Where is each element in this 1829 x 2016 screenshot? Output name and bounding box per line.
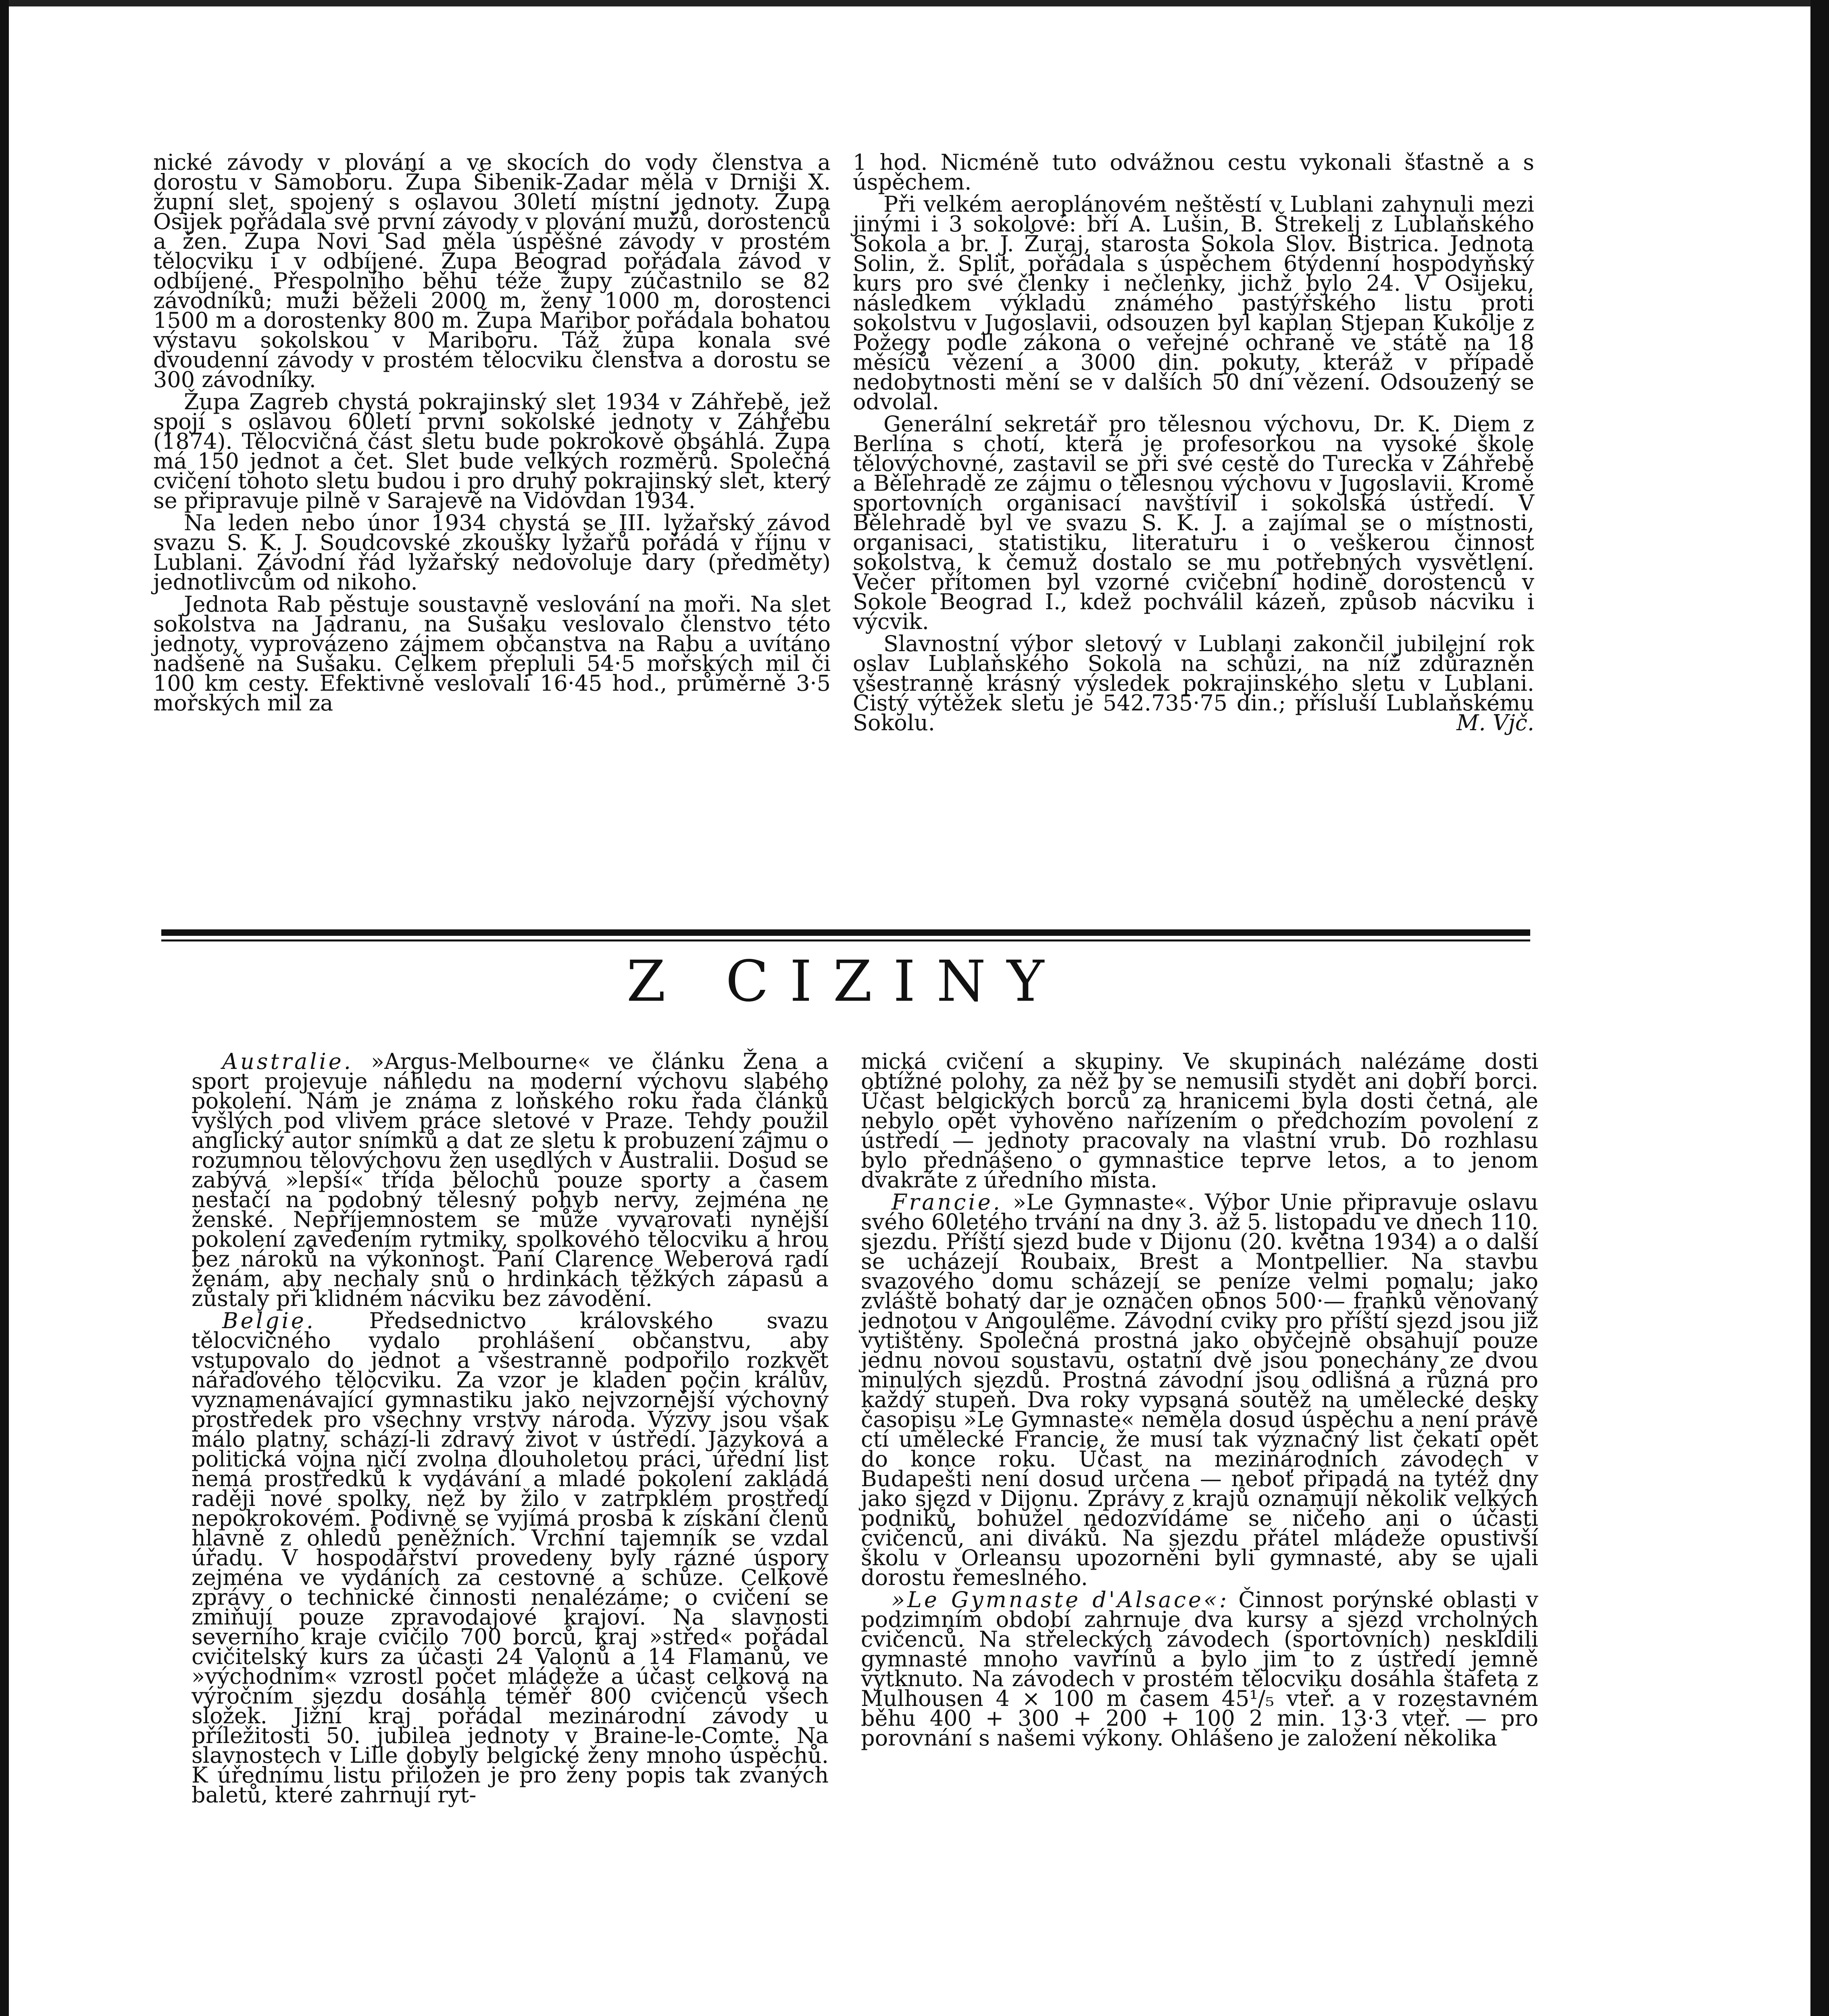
country-lead: Francie. [892, 1189, 1002, 1215]
section-title: Z CIZINY [626, 949, 1065, 1014]
paragraph: Generální sekretář pro tělesnou výchovu, Dr. K. Diem z Berlína s chotí, která je profesorkou na vysoké škole tělovýchovné, zastavil se při své cestě do Turecka v Záhřebě a Bělehradě ze zájmu o tělesnou výchovu v Jugoslavii. Kromě sportovních organisací navštívil i sokolská ústředí. V Bělehradě byl ve svazu S. K. J. a zajímal se o místnosti, organisaci, statistiku, literaturu i o veškerou činnost sokolstva, k čemuž dostalo se mu potřebných vysvětlení. Večer přítomen byl vzorné cvičební hodině dorostenců v Sokole Beograd I., kdež pochválil kázeň, způsob nácviku i výcvik. [853, 411, 1534, 634]
paragraph: 1 hod. Nicméně tuto odvážnou cestu vykonali šťastně a s úspěchem. [853, 150, 1534, 195]
author-signature: M. Vjč. [1456, 710, 1534, 735]
paragraph [861, 1189, 1538, 1590]
scan-border-right [1810, 0, 1829, 2016]
paragraph-text: Předsednictvo královského svazu tělocvičného vydalo prohlášení občanstvu, aby vstupovalo do jednot a všestranně podpořilo rozkvět nářaďového tělocviku. Za vzor je kladen počin králův, vyznamenávající gymnastiku jako nejvzornější výchovný prostředek pro všechny vrstvy národa. Výzvy jsou však málo platny, schází-li zdravý život v ústředí. Jazyková a politická vojna ničí zvolna dlouholetou práci, úřední list nemá prostředků k vydávání a mladé pokolení zakládá raději nové spolky, než by žilo v zatrpklém prostředí nepokrokovém. Podivně se vyjímá prosba k získání členů hlavně z ohledů peněžních. Vrchní tajemník se vzdal úřadu. V hospodářství provedeny byly rázné úspory zejména ve vydáních za cestovné a schůze. Celkové zprávy o technické činnosti nenalézáme; o cvičení se zmiňují pouze zpravodajové krajoví. Na slavnosti severního kraje cvičilo 700 borců, kraj »střed« pořádal cvičitelský kurs za účasti 24 Valonů a 14 Flamanů, ve »východním« vzrostl počet mládeže a účast celková na výročním sjezdu dosáhla téměř 800 cvičenců všech složek. Jižní kraj pořádal mezinárodní závody u příležitosti 50. jubilea jednoty v Braine-le-Comte. Na slavnostech v Lille dobyly belgické ženy mnoho úspěchů. K úřednímu listu přiložen je pro ženy popis tak zvaných baletů, které zahrnují ryt- [192, 1308, 829, 1808]
country-lead: Australie. [222, 1049, 353, 1074]
section-divider-thin [161, 939, 1530, 941]
paragraph: Na leden nebo únor 1934 chystá se III. lyžařský závod svazu S. K. J. Soudcovské zkoušky lyžařů pořádá v říjnu v Lublani. Závodní řád lyžařský nedovoluje dary (předměty) jednotlivcům od nikoho. [153, 510, 831, 595]
paragraph: Jednota Rab pěstuje soustavně veslování na moři. Na slet sokolstva na Jadranu, na Sušaku veslovalo členstvo této jednoty, vyprovázeno zájmem občanstva na Rabu a uvítáno nadšeně na Sušaku. Celkem přepluli 54·5 mořských mil či 100 km cesty. Efektivně veslovali 16·45 hod., průměrně 3·5 mořských mil za [153, 591, 831, 716]
paragraph-text: Slavnostní výbor sletový v Lublani zakončil jubilejní rok oslav Lublaňského Sokola na schůzi, na níž zdůrazněn všestranně krásný výsledek pokrajinského sletu v Lublani. Čistý výtěžek sletu je 542.735·75 din.; přísluší Lublaňskému Sokolu. [853, 631, 1534, 735]
bottom-right-column [861, 1049, 1538, 1751]
paragraph-text: Činnost porýnské oblasti v podzimním období zahrnuje dva kursy a sjezd vrcholných cvičenců. Na střeleckých závodech (sportovních) neskldili gymnasté mnoho vavřínů a bylo jim to z ústředí jemně vytknuto. Na závodech v prostém tělocviku dosáhla štafeta z Mulhousen 4 × 100 m časem 45¹/₅ vteř. a v rozestavném běhu 400 + 300 + 200 + 100 2 min. 13·3 vteř. — pro porovnání s našemi výkony. Ohlášeno je založení několika [861, 1587, 1538, 1751]
paragraph-text: »Argus-Melbourne« ve článku Žena a sport projevuje náhledu na moderní výchovu slabého pokolení. Nám je známa z loňského roku řada článků vyšlých pod vlivem práce sletové v Praze. Tehdy použil anglický autor snímků a dat ze sletu k probuzení zájmu o rozumnou tělovýchovu žen usedlých v Australii. Dosud se zabývá »lepší« třída bělochů pouze sporty a časem nestačí na podobný tělesný pohyb nervy, zejména ne ženské. Nepříjemnostem se může vyvarovati nynější pokolení zavedením rytmiky, spolkového tělocviku a hrou bez nároků na výkonnost. Paní Clarence Weberová radí ženám, aby nechaly snů o hrdinkách těžkých zápasů a zůstaly při klidném nácviku bez závodění. [192, 1049, 829, 1311]
country-lead: »Le Gymnaste d'Alsace«: [892, 1587, 1229, 1612]
scan-border-left [0, 0, 9, 2016]
paragraph [853, 631, 1534, 735]
paragraph: Župa Zagreb chystá pokrajinský slet 1934 v Záhřebě, jež spojí s oslavou 60letí první sokolské jednoty v Záhřebu (1874). Tělocvičná část sletu bude pokrokově obsáhlá. Župa má 150 jednot a čet. Slet bude velkých rozměrů. Společná cvičení tohoto sletu budou i pro druhý pokrajinský slet, který se připravuje pilně v Sarajevě na Vidovdan 1934. [153, 389, 831, 513]
country-lead: Belgie. [222, 1308, 316, 1333]
bottom-left-column [192, 1049, 829, 1808]
paragraph: nické závody v plování a ve skocích do vody členstva a dorostu v Samoboru. Župa Šibenik-Zadar měla v Drniši X. župní slet, spojený s oslavou 30letí místní jednoty. Župa Osijek pořádala své první závody v plování mužů, dorostenců a žen. Župa Novi Sad měla úspěšné závody v prostém tělocviku i v odbíjené. Župa Beograd pořádala závod v odbíjené. Přespolního běhu téže župy zúčastnilo se 82 závodníků; muži běželi 2000 m, ženy 1000 m, dorostenci 1500 m a dorostenky 800 m. Župa Maribor pořádala bohatou výstavu sokolskou v Mariboru. Táž župa konala své dvoudenní závody v prostém tělocviku členstva a dorostu se 300 závodníky. [153, 150, 831, 392]
paragraph-text: »Le Gymnaste«. Výbor Unie připravuje oslavu svého 60letého trvání na dny 3. až 5. listopadu ve dnech 110. sjezdu. Příští sjezd bude v Dijonu (20. května 1934) a o další se ucházejí Roubaix, Brest a Montpellier. Na stavbu svazového domu scházejí se peníze velmi pomalu; jako zvláště bohatý dar je označen obnos 500·— franků věnovaný jednotou v Angoulême. Závodní cviky pro příští sjezd jsou již vytištěny. Společná prostná jako obyčejně obsahují pouze jednu novou soustavu, ostatní dvě jsou ponechány ze dvou minulých sjezdů. Prostná závodní jsou odlišná a různá pro každý stupeň. Dva roky vypsaná soutěž na umělecké desky časopisu »Le Gymnaste« neměla dosud úspěchu a není právě ctí umělecké Francie, že musí tak význačný list čekati opět do konce roku. Účast na mezinárodních závodech v Budapešti není dosud určena — neboť připadá na tytéž dny jako sjezd v Dijonu. Zprávy z krajů oznamují několik velkých podniků, bohužel nedozvídáme se ničeho ani o účasti cvičenců, ani diváků. Na sjezdu přátel mládeže opustivší školu v Orleansu upozorněni byli gymnasté, aby se ujali dorostu řemeslného. [861, 1189, 1538, 1590]
paragraph [192, 1049, 829, 1311]
paragraph [861, 1049, 1538, 1193]
top-left-column [153, 150, 831, 716]
paragraph [192, 1308, 829, 1808]
paragraph: Při velkém aeroplánovém neštěstí v Lublani zahynuli mezi jinými i 3 sokolové: bří A. Lušin, B. Štrekelj z Lublaňského Sokola a br. J. Žuraj, starosta Sokola Slov. Bistrica. Jednota Solin, ž. Split, pořádala s úspěchem 6týdenní hospodyňský kurs pro své členky i nečlenky, jichž bylo 24. V Osijeku, následkem výkladu známého pastýřského listu proti sokolstvu v Jugoslavii, odsouzen byl kaplan Stjepan Kukolje z Požegy podle zákona o veřejné ochraně ve státě na 18 měsíců vězení a 3000 din. pokuty, kteráž v případě nedobytnosti mění se v dalších 50 dní vězení. Odsouzený se odvolal. [853, 192, 1534, 414]
scan-border-top [0, 0, 1829, 6]
paragraph-text: mická cvičení a skupiny. Ve skupinách nalézáme dosti obtížné polohy, za něž by se nemusili stydět ani dobří borci. Účast belgických borců za hranicemi byla dosti četná, ale nebylo opět vyhověno nařízením o předchozím povolení z ústředí — jednoty pracovaly na vlastní vrub. Do rozhlasu bylo přednášeno o gymnastice teprve letos, a to jenom dvakráte z úředního místa. [861, 1049, 1538, 1193]
section-divider-thick [161, 929, 1530, 936]
paragraph [861, 1587, 1538, 1751]
top-right-column [853, 152, 1534, 733]
